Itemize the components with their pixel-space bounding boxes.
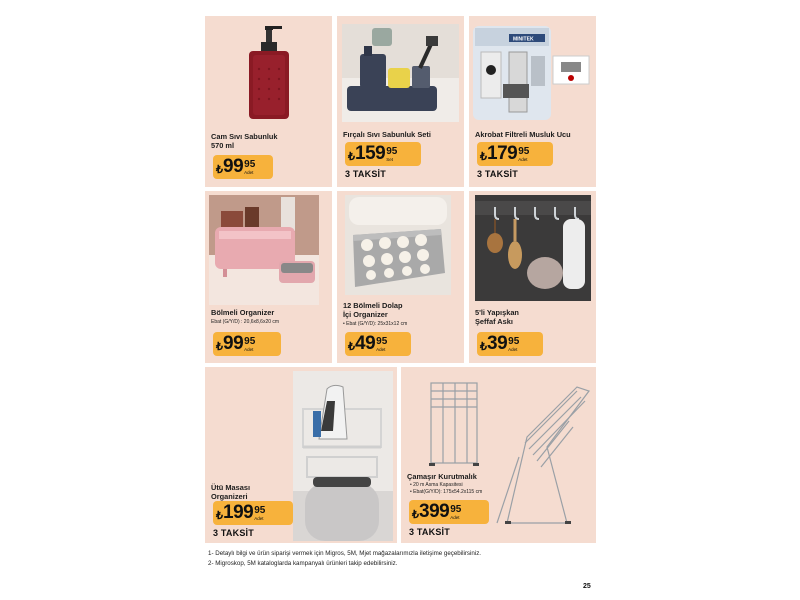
product-title: 12 Bölmeli Dolap [343, 301, 403, 310]
product-card-drying-rack[interactable] [401, 367, 596, 543]
product-spec-2: • Ebat(G/Y/D): 175x54.2x115 cm [410, 489, 483, 495]
installment-label: 3 TAKSİT [213, 528, 254, 538]
product-title-line2: 570 ml [211, 141, 235, 150]
page-number: 25 [583, 583, 591, 590]
installment-label: 3 TAKSİT [477, 169, 518, 179]
footnote-2: 2- Migroskop, 5M kataloglarda kampanyalı ürünleri takip edebilirsiniz. [208, 560, 398, 567]
price-tag: ₺ 99 95 Adet [213, 332, 281, 356]
price-tag: ₺ 99 95 Adet [213, 155, 273, 179]
footnote-1: 1- Detaylı bilgi ve ürün siparişi vermek için Migros, 5M, Mjet mağazalarımızla iletişime geçebilirsiniz. [208, 550, 482, 557]
price-tag: ₺ 179 95 Adet [477, 142, 553, 166]
product-card-faucet-filter[interactable] [469, 16, 596, 187]
product-spec: • 20 m Asma Kapasitesi [410, 482, 463, 488]
product-title: Akrobat Filtreli Musluk Ucu [475, 130, 571, 139]
price-tag: ₺ 49 95 Adet [345, 332, 411, 356]
product-title: Ütü Masası [211, 483, 251, 492]
product-spec: • Ebat (G/Y/D): 25x31x12 cm [343, 321, 408, 327]
product-title: Fırçalı Sıvı Sabunluk Seti [343, 130, 431, 139]
product-title-line2: Şeffaf Askı [475, 317, 513, 326]
product-title: Cam Sıvı Sabunluk [211, 132, 278, 141]
price-tag: ₺ 159 95 Set [345, 142, 421, 166]
product-title-line2: İçi Organizer [343, 310, 388, 319]
product-title: Bölmeli Organizer [211, 308, 275, 317]
product-title: Çamaşır Kurutmalık [407, 472, 477, 481]
product-card-soap-dispenser[interactable] [205, 16, 332, 187]
installment-label: 3 TAKSİT [345, 169, 386, 179]
product-card-compartment-organizer[interactable] [205, 191, 332, 363]
price-tag: ₺ 39 95 Adet [477, 332, 543, 356]
closet-organizer-image [345, 195, 451, 295]
soap-dispenser-image [241, 24, 297, 124]
product-card-brush-soap-set[interactable] [337, 16, 464, 187]
installment-label: 3 TAKSİT [409, 527, 450, 537]
product-title-line2: Organizeri [211, 492, 248, 501]
product-card-adhesive-hooks[interactable] [469, 191, 596, 363]
product-title: 5'li Yapışkan [475, 308, 519, 317]
compartment-organizer-image [209, 195, 319, 305]
price-tag: ₺ 399 95 Adet [409, 500, 489, 524]
faucet-filter-image [473, 26, 591, 122]
brush-soap-set-image [342, 24, 459, 122]
iron-organizer-image [293, 371, 393, 541]
product-card-closet-organizer[interactable] [337, 191, 464, 363]
adhesive-hooks-image [475, 195, 591, 301]
product-card-iron-organizer[interactable] [205, 367, 397, 543]
price-tag: ₺ 199 95 Adet [213, 501, 293, 525]
product-spec: Ebat (G/Y/D) : 20,6x8,6x20 cm [211, 319, 280, 325]
brand-label: MINITEK [513, 36, 534, 43]
